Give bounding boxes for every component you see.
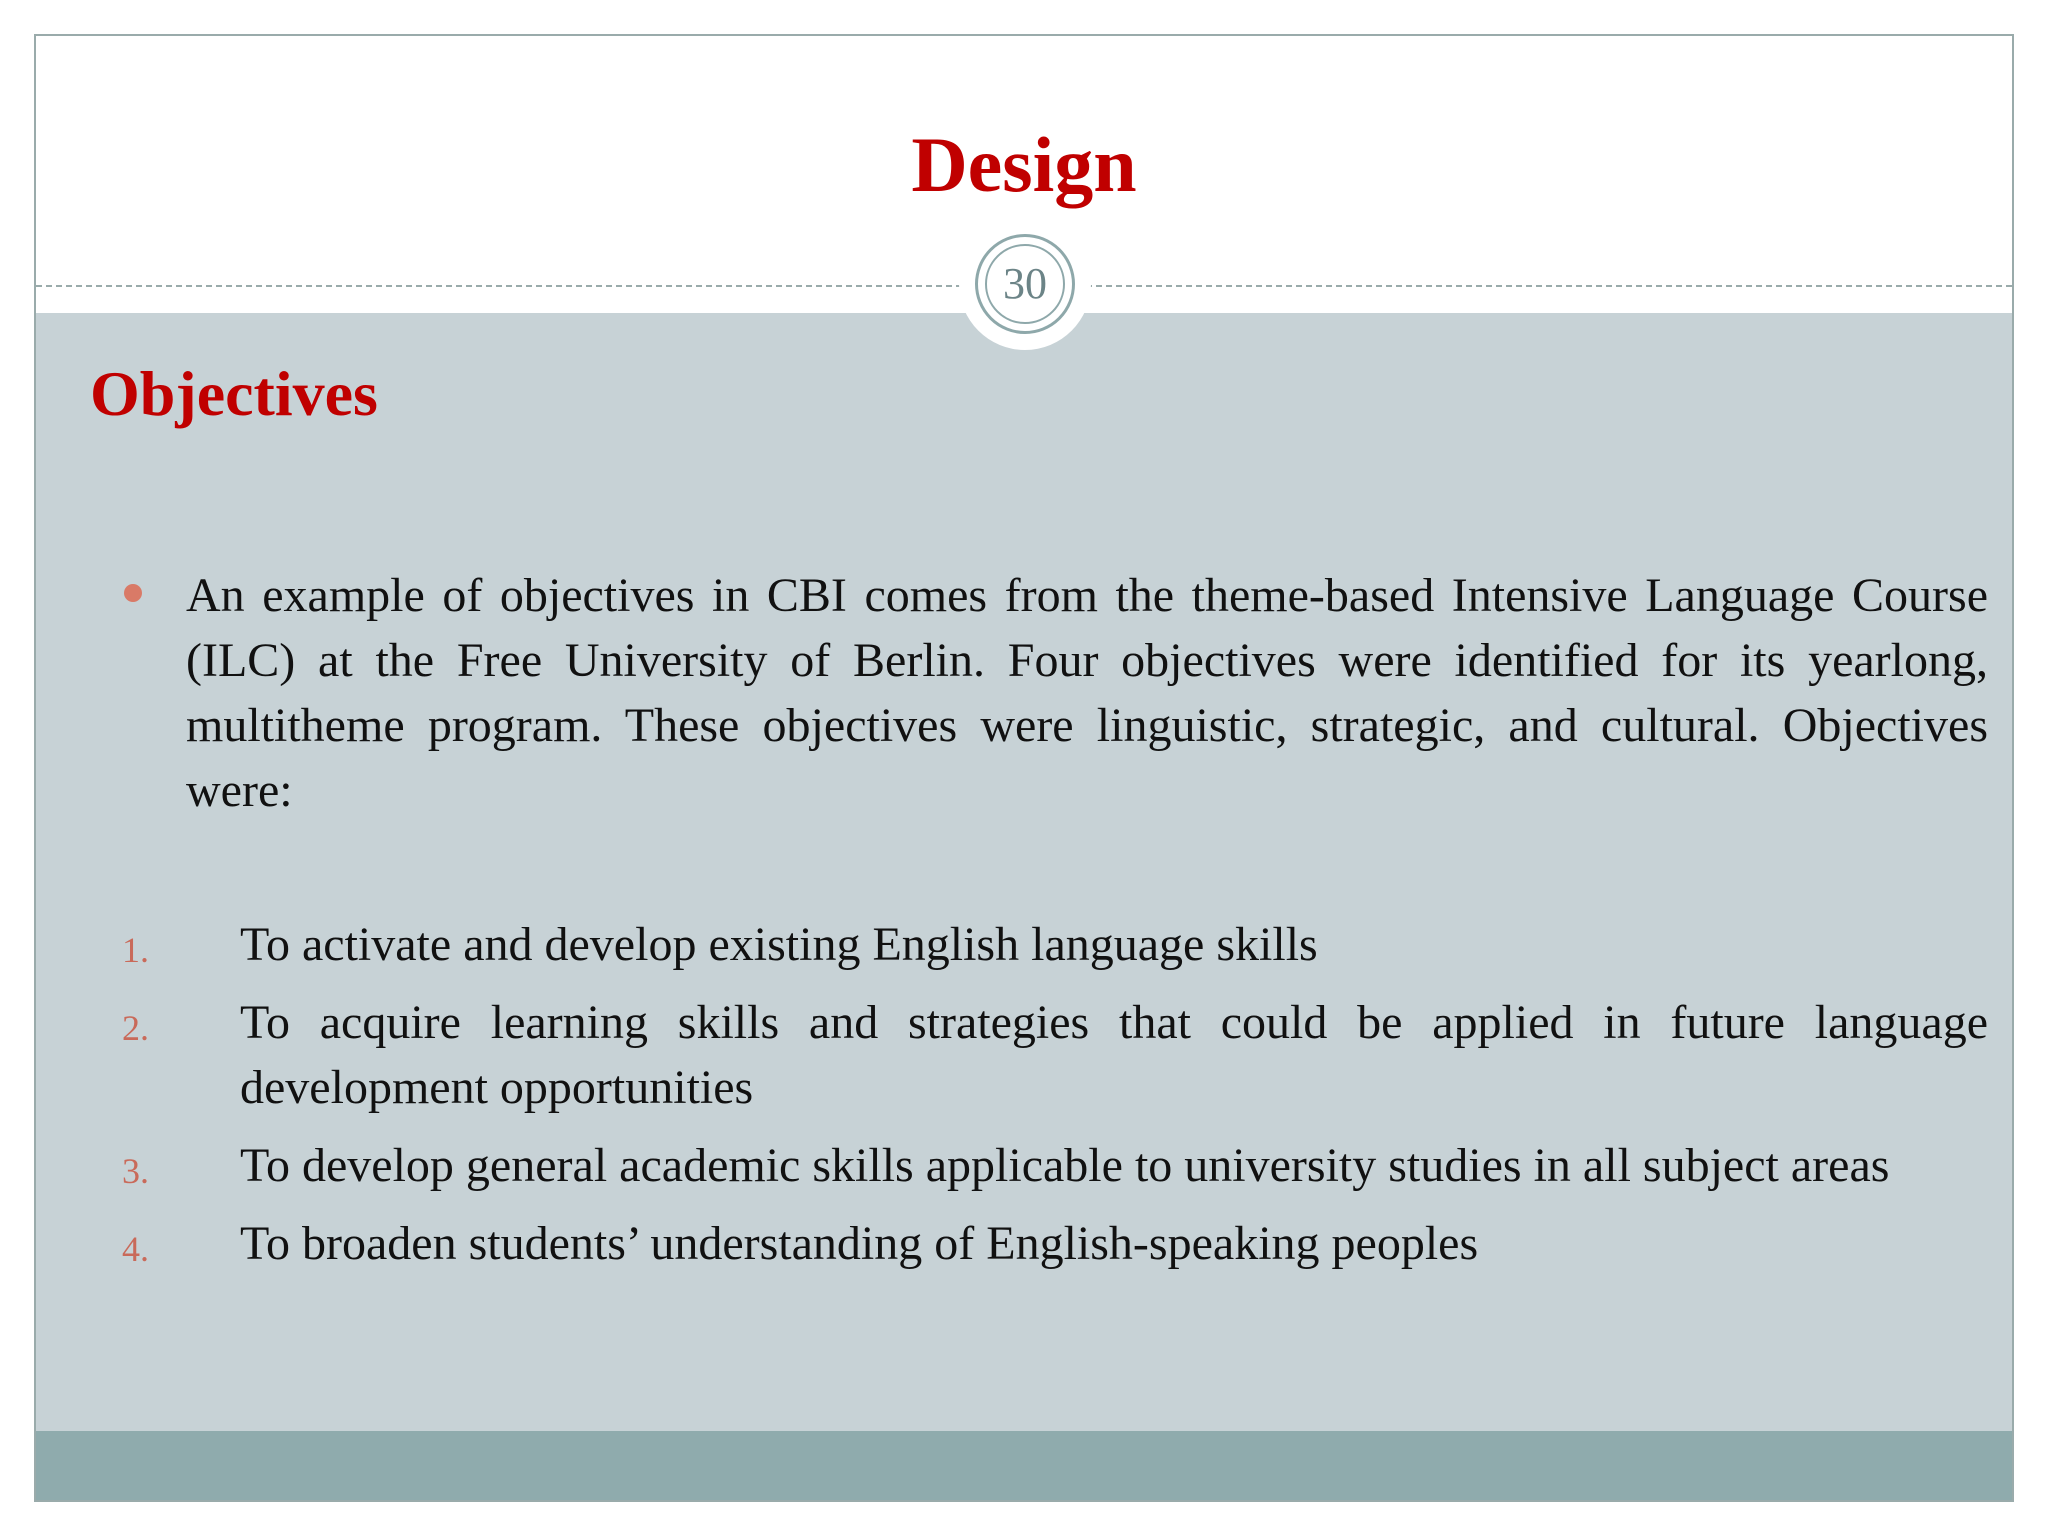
list-item xyxy=(90,1133,1988,1198)
list-item-text: To develop general academic skills applicable to university studies in all subject areas xyxy=(240,1139,1890,1192)
page-number: 30 xyxy=(985,244,1065,324)
list-item xyxy=(90,912,1988,977)
list-item-text: To acquire learning skills and strategies that could be applied in future language development opportunities xyxy=(240,996,1988,1114)
footer-band xyxy=(36,1431,2012,1502)
badge-ring xyxy=(975,234,1075,334)
list-number: 1. xyxy=(122,930,149,970)
list-number: 2. xyxy=(122,1008,149,1048)
list-number: 3. xyxy=(122,1151,149,1191)
list-number: 4. xyxy=(122,1229,149,1269)
list-item-text: To activate and develop existing English language skills xyxy=(240,918,1318,971)
list-item xyxy=(90,1211,1988,1276)
list-item-text: To broaden students’ understanding of English-speaking peoples xyxy=(240,1217,1479,1270)
bullet-icon xyxy=(124,584,142,602)
section-heading: Objectives xyxy=(90,358,378,429)
objectives-list xyxy=(90,912,1988,1289)
slide-title: Design xyxy=(911,121,1137,208)
intro-text: An example of objectives in CBI comes from the theme-based Intensive Language Course (ILC) at the Free University of Berlin. Four objectives were identified for its yearlong, multitheme program. These objectives were linguistic, strategic, and cultural. Objectives were: xyxy=(186,569,1988,817)
list-item xyxy=(90,990,1988,1120)
slide xyxy=(34,34,2014,1502)
page-number-badge xyxy=(959,218,1091,350)
